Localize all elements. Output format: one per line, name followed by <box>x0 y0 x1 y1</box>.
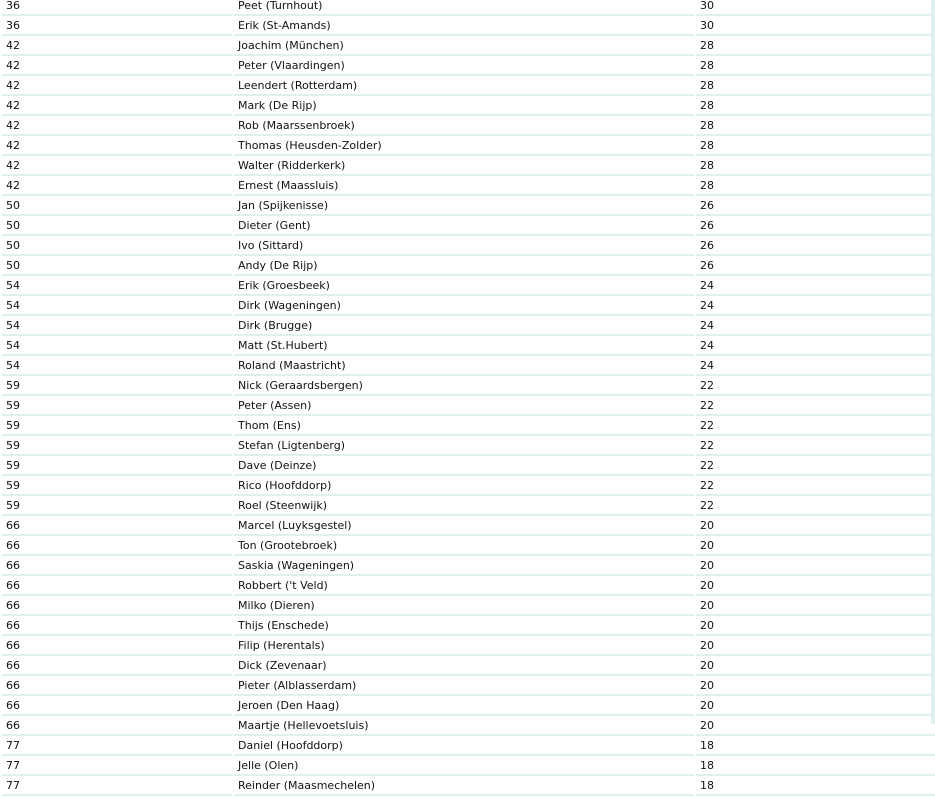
name-cell: Robbert ('t Veld) <box>234 578 694 596</box>
points-cell: 28 <box>696 118 935 136</box>
name-cell: Roland (Maastricht) <box>234 358 694 376</box>
name-cell: Andy (De Rijp) <box>234 258 694 276</box>
rank-cell: 54 <box>2 298 232 316</box>
points-cell: 20 <box>696 638 935 656</box>
points-cell: 20 <box>696 558 935 576</box>
name-cell: Peter (Vlaardingen) <box>234 58 694 76</box>
rank-cell: 59 <box>2 478 232 496</box>
rank-cell: 77 <box>2 778 232 796</box>
points-cell: 18 <box>696 778 935 796</box>
points-cell: 20 <box>696 598 935 616</box>
points-cell: 20 <box>696 678 935 696</box>
points-cell: 20 <box>696 698 935 716</box>
points-cell: 28 <box>696 58 935 76</box>
rank-cell: 54 <box>2 318 232 336</box>
points-cell: 18 <box>696 738 935 756</box>
points-cell: 26 <box>696 218 935 236</box>
name-cell: Marcel (Luyksgestel) <box>234 518 694 536</box>
rank-cell: 50 <box>2 238 232 256</box>
points-cell: 20 <box>696 518 935 536</box>
points-cell: 28 <box>696 98 935 116</box>
rank-cell: 66 <box>2 678 232 696</box>
rank-cell: 66 <box>2 578 232 596</box>
rank-cell: 54 <box>2 338 232 356</box>
points-cell: 28 <box>696 178 935 196</box>
table-row <box>2 538 935 556</box>
table-row <box>2 678 935 696</box>
points-cell: 22 <box>696 418 935 436</box>
table-row <box>2 458 935 476</box>
name-cell: Milko (Dieren) <box>234 598 694 616</box>
points-cell: 24 <box>696 318 935 336</box>
rank-cell: 50 <box>2 198 232 216</box>
points-cell: 22 <box>696 378 935 396</box>
name-cell: Stefan (Ligtenberg) <box>234 438 694 456</box>
name-cell: Ernest (Maassluis) <box>234 178 694 196</box>
name-cell: Dirk (Wageningen) <box>234 298 694 316</box>
rank-cell: 66 <box>2 558 232 576</box>
name-cell: Erik (Groesbeek) <box>234 278 694 296</box>
points-cell: 28 <box>696 78 935 96</box>
rank-cell: 59 <box>2 378 232 396</box>
rank-cell: 42 <box>2 78 232 96</box>
rank-cell: 54 <box>2 358 232 376</box>
name-cell: Jelle (Olen) <box>234 758 694 776</box>
points-cell: 26 <box>696 258 935 276</box>
table-row <box>2 138 935 156</box>
rank-cell: 66 <box>2 538 232 556</box>
points-cell: 28 <box>696 38 935 56</box>
rank-cell: 59 <box>2 438 232 456</box>
points-cell: 20 <box>696 658 935 676</box>
table-row <box>2 778 935 796</box>
table-row <box>2 218 935 236</box>
name-cell: Thom (Ens) <box>234 418 694 436</box>
points-cell: 26 <box>696 238 935 256</box>
rank-cell: 42 <box>2 38 232 56</box>
table-row <box>2 758 935 776</box>
rank-cell: 36 <box>2 0 232 16</box>
table-row <box>2 298 935 316</box>
rank-cell: 77 <box>2 738 232 756</box>
points-cell: 28 <box>696 158 935 176</box>
table-row <box>2 278 935 296</box>
table-row <box>2 398 935 416</box>
rank-cell: 66 <box>2 698 232 716</box>
table-row <box>2 318 935 336</box>
rank-cell: 42 <box>2 158 232 176</box>
table-row <box>2 718 935 736</box>
table-row <box>2 338 935 356</box>
points-cell: 24 <box>696 338 935 356</box>
rank-cell: 50 <box>2 258 232 276</box>
points-cell: 30 <box>696 18 935 36</box>
table-row <box>2 438 935 456</box>
rank-cell: 59 <box>2 398 232 416</box>
name-cell: Jan (Spijkenisse) <box>234 198 694 216</box>
rank-cell: 59 <box>2 458 232 476</box>
name-cell: Dirk (Brugge) <box>234 318 694 336</box>
name-cell: Reinder (Maasmechelen) <box>234 778 694 796</box>
rank-cell: 42 <box>2 58 232 76</box>
rank-cell: 42 <box>2 138 232 156</box>
name-cell: Dieter (Gent) <box>234 218 694 236</box>
rank-cell: 42 <box>2 118 232 136</box>
name-cell: Thijs (Enschede) <box>234 618 694 636</box>
points-cell: 24 <box>696 278 935 296</box>
rank-cell: 77 <box>2 758 232 776</box>
name-cell: Mark (De Rijp) <box>234 98 694 116</box>
points-cell: 22 <box>696 398 935 416</box>
table-row <box>2 578 935 596</box>
name-cell: Pieter (Alblasserdam) <box>234 678 694 696</box>
table-row <box>2 518 935 536</box>
rank-cell: 59 <box>2 498 232 516</box>
name-cell: Ivo (Sittard) <box>234 238 694 256</box>
name-cell: Matt (St.Hubert) <box>234 338 694 356</box>
points-cell: 26 <box>696 198 935 216</box>
name-cell: Roel (Steenwijk) <box>234 498 694 516</box>
table-row <box>2 58 935 76</box>
table-row <box>2 738 935 756</box>
name-cell: Nick (Geraardsbergen) <box>234 378 694 396</box>
table-row <box>2 38 935 56</box>
rank-cell: 54 <box>2 278 232 296</box>
rank-cell: 50 <box>2 218 232 236</box>
table-row <box>2 658 935 676</box>
name-cell: Peet (Turnhout) <box>234 0 694 16</box>
right-edge-strip <box>931 0 935 724</box>
ranking-table-body <box>2 0 935 796</box>
name-cell: Joachim (München) <box>234 38 694 56</box>
rank-cell: 66 <box>2 718 232 736</box>
name-cell: Filip (Herentals) <box>234 638 694 656</box>
name-cell: Rob (Maarssenbroek) <box>234 118 694 136</box>
name-cell: Walter (Ridderkerk) <box>234 158 694 176</box>
points-cell: 20 <box>696 718 935 736</box>
rank-cell: 66 <box>2 598 232 616</box>
name-cell: Thomas (Heusden-Zolder) <box>234 138 694 156</box>
name-cell: Erik (St-Amands) <box>234 18 694 36</box>
table-row <box>2 178 935 196</box>
points-cell: 22 <box>696 458 935 476</box>
table-row <box>2 638 935 656</box>
table-row <box>2 378 935 396</box>
table-row <box>2 258 935 276</box>
table-row <box>2 0 935 16</box>
table-row <box>2 118 935 136</box>
points-cell: 22 <box>696 478 935 496</box>
points-cell: 24 <box>696 358 935 376</box>
table-row <box>2 558 935 576</box>
points-cell: 28 <box>696 138 935 156</box>
name-cell: Ton (Grootebroek) <box>234 538 694 556</box>
name-cell: Rico (Hoofddorp) <box>234 478 694 496</box>
points-cell: 20 <box>696 578 935 596</box>
rank-cell: 36 <box>2 18 232 36</box>
table-row <box>2 698 935 716</box>
rank-cell: 66 <box>2 658 232 676</box>
table-row <box>2 358 935 376</box>
name-cell: Saskia (Wageningen) <box>234 558 694 576</box>
points-cell: 20 <box>696 538 935 556</box>
table-row <box>2 498 935 516</box>
name-cell: Jeroen (Den Haag) <box>234 698 694 716</box>
name-cell: Dick (Zevenaar) <box>234 658 694 676</box>
name-cell: Dave (Deinze) <box>234 458 694 476</box>
points-cell: 22 <box>696 498 935 516</box>
rank-cell: 42 <box>2 98 232 116</box>
table-row <box>2 98 935 116</box>
rank-cell: 66 <box>2 618 232 636</box>
points-cell: 18 <box>696 758 935 776</box>
table-row <box>2 238 935 256</box>
rank-cell: 66 <box>2 638 232 656</box>
table-row <box>2 78 935 96</box>
table-row <box>2 198 935 216</box>
table-row <box>2 18 935 36</box>
name-cell: Peter (Assen) <box>234 398 694 416</box>
points-cell: 30 <box>696 0 935 16</box>
table-row <box>2 418 935 436</box>
points-cell: 20 <box>696 618 935 636</box>
table-row <box>2 618 935 636</box>
name-cell: Daniel (Hoofddorp) <box>234 738 694 756</box>
name-cell: Maartje (Hellevoetsluis) <box>234 718 694 736</box>
points-cell: 22 <box>696 438 935 456</box>
points-cell: 24 <box>696 298 935 316</box>
name-cell: Leendert (Rotterdam) <box>234 78 694 96</box>
table-row <box>2 478 935 496</box>
rank-cell: 42 <box>2 178 232 196</box>
table-row <box>2 158 935 176</box>
rank-cell: 66 <box>2 518 232 536</box>
rank-cell: 59 <box>2 418 232 436</box>
table-row <box>2 598 935 616</box>
